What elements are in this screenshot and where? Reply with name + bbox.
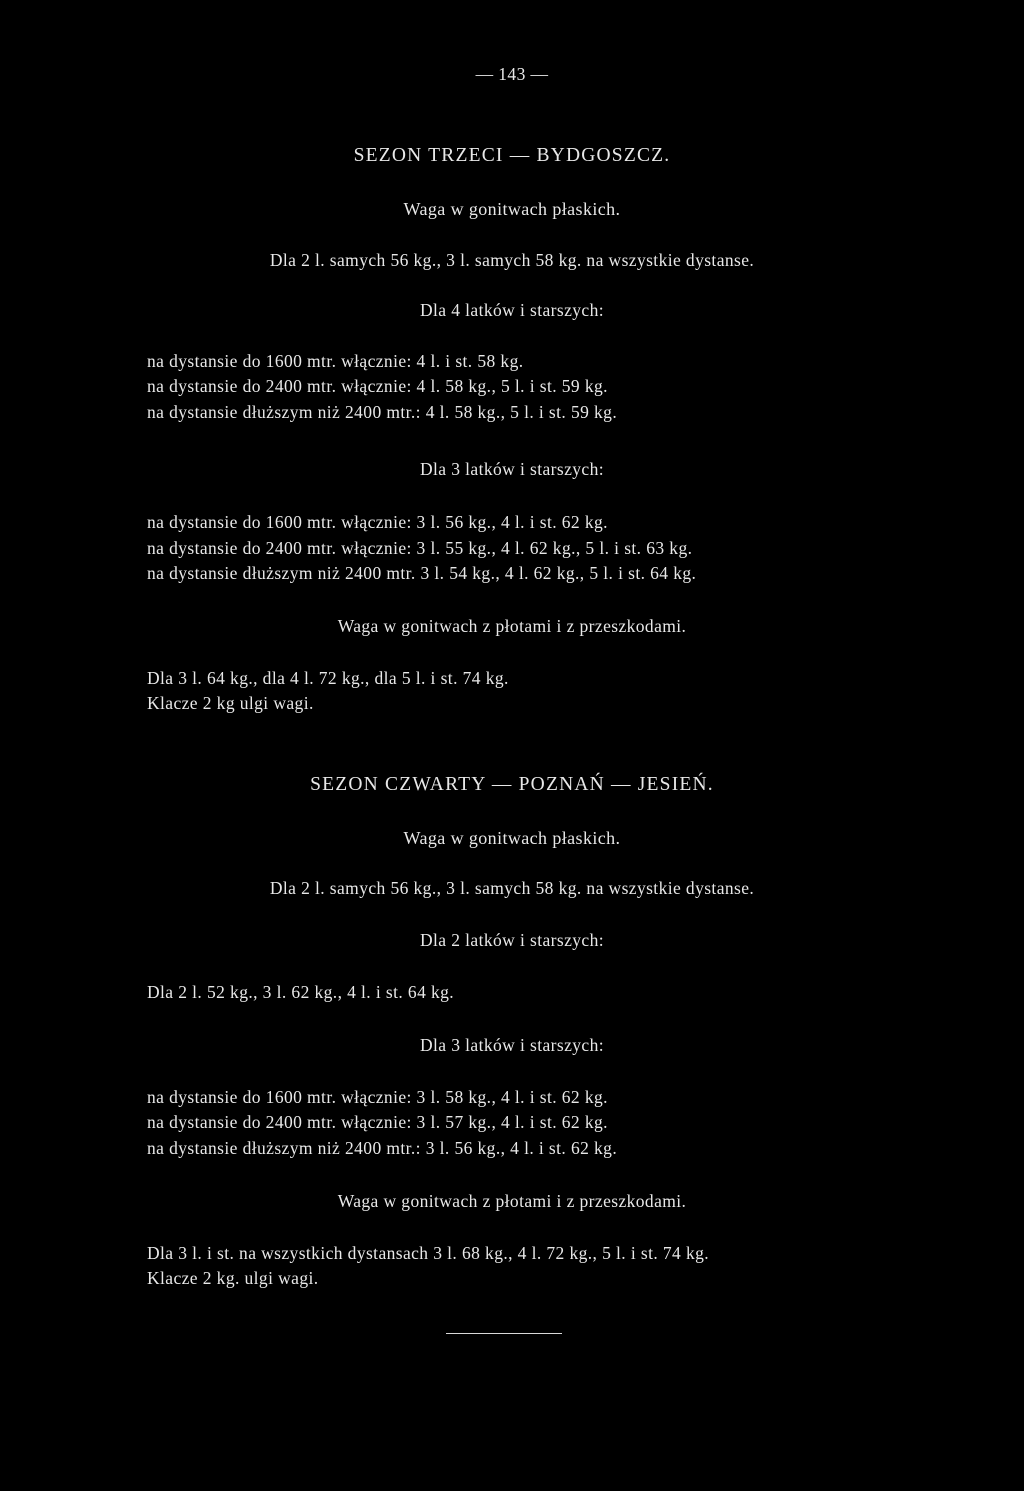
season3-three-year-heading: Dla 3 latków i starszych: bbox=[420, 459, 604, 479]
season3-hurdles-line: Klacze 2 kg ulgi wagi. bbox=[147, 693, 314, 713]
season4-title: SEZON CZWARTY — POZNAŃ — JESIEŃ. bbox=[310, 774, 714, 795]
season4-hurdles-heading: Waga w gonitwach z płotami i z przeszkodami. bbox=[337, 1191, 687, 1211]
end-rule bbox=[446, 1333, 562, 1334]
season4-hurdles-line: Dla 3 l. i st. na wszystkich dystansach 3 l. 68 kg., 4 l. 72 kg., 5 l. i st. 74 kg. bbox=[147, 1243, 710, 1263]
season3-title: SEZON TRZECI — BYDGOSZCZ. bbox=[353, 145, 671, 166]
season3-four-year-line: na dystansie do 2400 mtr. włącznie: 4 l. 58 kg., 5 l. i st. 59 kg. bbox=[147, 376, 608, 396]
season4-two-year-line: Dla 2 l. 52 kg., 3 l. 62 kg., 4 l. i st. 64 kg. bbox=[147, 982, 455, 1002]
season3-two-year-text: Dla 2 l. samych 56 kg., 3 l. samych 58 kg. na wszystkie dystanse. bbox=[269, 250, 755, 270]
season3-four-year-line: na dystansie dłuższym niż 2400 mtr.: 4 l. 58 kg., 5 l. i st. 59 kg. bbox=[147, 402, 618, 422]
season4-hurdles-line: Klacze 2 kg. ulgi wagi. bbox=[147, 1268, 319, 1288]
season3-three-year-line: na dystansie do 2400 mtr. włącznie: 3 l. 55 kg., 4 l. 62 kg., 5 l. i st. 63 kg. bbox=[147, 538, 693, 558]
season4-flat-heading: Waga w gonitwach płaskich. bbox=[403, 828, 621, 848]
season4-three-year-line: na dystansie dłuższym niż 2400 mtr.: 3 l. 56 kg., 4 l. i st. 62 kg. bbox=[147, 1138, 618, 1158]
season3-flat-heading: Waga w gonitwach płaskich. bbox=[403, 199, 621, 219]
season4-three-year-line: na dystansie do 2400 mtr. włącznie: 3 l. 57 kg., 4 l. i st. 62 kg. bbox=[147, 1112, 608, 1132]
season4-three-year-heading: Dla 3 latków i starszych: bbox=[420, 1035, 604, 1055]
season4-two-year-text: Dla 2 l. samych 56 kg., 3 l. samych 58 kg. na wszystkie dystanse. bbox=[269, 878, 755, 898]
season3-four-year-line: na dystansie do 1600 mtr. włącznie: 4 l. i st. 58 kg. bbox=[147, 351, 524, 371]
season3-three-year-line: na dystansie do 1600 mtr. włącznie: 3 l. 56 kg., 4 l. i st. 62 kg. bbox=[147, 512, 608, 532]
season3-hurdles-heading: Waga w gonitwach z płotami i z przeszkodami. bbox=[337, 616, 687, 636]
season3-four-year-heading: Dla 4 latków i starszych: bbox=[420, 300, 604, 320]
season4-three-year-line: na dystansie do 1600 mtr. włącznie: 3 l. 58 kg., 4 l. i st. 62 kg. bbox=[147, 1087, 608, 1107]
season4-two-year-heading: Dla 2 latków i starszych: bbox=[420, 930, 604, 950]
season3-hurdles-line: Dla 3 l. 64 kg., dla 4 l. 72 kg., dla 5 l. i st. 74 kg. bbox=[147, 668, 509, 688]
page-number: — 143 — bbox=[475, 64, 549, 84]
season3-three-year-line: na dystansie dłuższym niż 2400 mtr. 3 l. 54 kg., 4 l. 62 kg., 5 l. i st. 64 kg. bbox=[147, 563, 697, 583]
